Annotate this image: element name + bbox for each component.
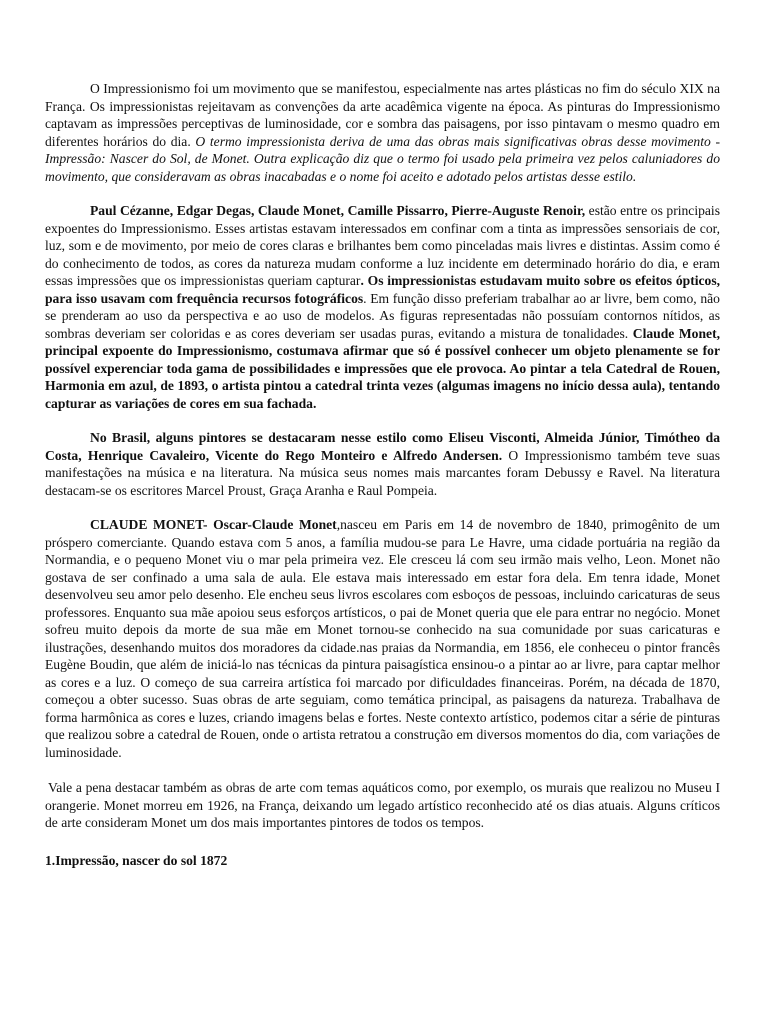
paragraph-brasil <box>45 429 720 499</box>
monet-bio-text: ,nasceu em Paris em 14 de novembro de 1840, primogênito de um próspero comerciante. Quando estava com 5 anos, a família mudou-se para Le Havre, uma cidade portuária na região da Normandia, e o pequeno Monet viu o mar pela primeira vez. Ele cresceu lá com seu irmão mais velho, Leon. Monet não gostava de ser confinado a uma sala de aula. Ele estava mais interessado em estar fora dela. Em tenra idade, Monet desenvolveu seu amor pelo desenho. Ele encheu seus livros escolares com esboços de pessoas, incluindo caricaturas de seus professores. Enquanto sua mãe apoiou seus esforços artísticos, o pai de Monet queria que ele para entrar no negócio. Monet sofreu muito depois da morte de sua mãe em Monet tornou-se conhecido na sua comunidade por suas caricaturas e ilustrações, desenhando muitos dos moradores da cidade.nas praias da Normandia, em 1856, ele conheceu o pintor francês Eugène Boudin, que além de iniciá-lo nas técnicas da pintura paisagística ensinou-o a pintar ao ar livre, para captar melhor as cores e a luz. O começo de sua carreira artística foi marcado por dificuldades financeiras. Porém, na década de 1870, começou a obter sucesso. Suas obras de arte seguiam, como temática principal, as paisagens da natureza. Trabalhava de forma harmônica as cores e luzes, criando imagens belas e fortes. Neste contexto artístico, podemos citar a série de pinturas que realizou sobre a catedral de Rouen, onde o artista retratou a construção em diversos momentos do dia, com variações de luminosidade. <box>45 517 721 760</box>
legacy-text: Vale a pena destacar também as obras de arte com temas aquáticos como, por exemplo, os murais que realizou no Museu I orangerie. Monet morreu em 1926, na França, deixando um legado artístico reconhecido até os dias atuais. Alguns críticos de arte consideram Monet um dos mais importantes pintores de todos os tempos. <box>45 780 720 830</box>
artists-bold-text: Paul Cézanne, Edgar Degas, Claude Monet, Camille Pissarro, Pierre-Auguste Renoir, <box>90 203 586 218</box>
paragraph-intro <box>45 80 720 185</box>
paragraph-monet-bio <box>45 516 720 761</box>
paragraph-legacy <box>45 779 720 832</box>
brasil-text: O Impressionismo também teve suas manifestações na música e na literatura. Na música seus nomes mais marcantes foram Debussy e Ravel. Na literatura destacam-se os escritores Marcel Proust, Graça Aranha e Raul Pompeia. <box>45 447 721 498</box>
artists-bold-optics: Os impressionistas estudavam muito sobre os efeitos ópticos, para isso usavam com frequência recursos fotográficos <box>45 273 721 306</box>
intro-italic-text: O termo impressionista deriva de uma das obras mais significativas obras desse movimento - Impressão: Nascer do Sol, de Monet. Outra explicação diz que o termo foi usado pela primeira vez pelos caluniadores do movimento, que consideravam as obras inacabadas e o nome foi aceito e adotado pelos artistas desse estilo. <box>45 133 720 184</box>
paragraph-artists <box>45 202 720 412</box>
artists-text-1: estão entre os principais expoentes do Impressionismo. Esses artistas estavam interessados em confinar com a tinta as impressões sensoriais de cor, luz, som e de movimento, por meio de cores claras e brilhantes bem como pinceladas mais livres e distintas. Assim como é do conhecimento de todos, as cores da natureza mudam conforme a luz incidente em determinado horário do dia, e eram essas impressões que os impressionistas queriam capturar <box>45 203 720 288</box>
monet-bio-bold-text: CLAUDE MONET- Oscar-Claude Monet <box>90 517 337 532</box>
section-heading: 1.Impressão, nascer do sol 1872 <box>45 852 228 868</box>
artists-dot: . <box>360 273 368 288</box>
brasil-bold-text: No Brasil, alguns pintores se destacaram nesse estilo como Eliseu Visconti, Almeida Júnior, Timótheo da Costa, Henrique Cavaleiro, Vicente do Rego Monteiro e Alfredo Andersen. <box>45 430 720 463</box>
intro-text: O Impressionismo foi um movimento que se manifestou, especialmente nas artes plásticas no fim do século XIX na França. Os impressionistas rejeitavam as convenções da arte acadêmica vigente na época. As pinturas do Impressionismo captavam as impressões perceptivas de luminosidade, cor e sombra das paisagens, por isso pintavam o mesmo quadro em diferentes horários do dia. <box>45 81 720 149</box>
artists-bold-monet: Claude Monet, principal expoente do Impressionismo, costumava afirmar que só é possível conhecer um objeto plenamente se for possível experenciar toda gama de possibilidades e impressões que ele provoca. Ao pintar a tela Catedral de Rouen, Harmonia em azul, de 1893, o artista pintou a catedral trinta vezes (algumas imagens no início dessa aula), tentando capturar as variações de cores em sua fachada. <box>45 325 720 411</box>
artists-text-2: . Em função disso preferiam trabalhar ao ar livre, bem como, não se prenderam ao uso da perspectiva e ao uso de modelos. As figuras representadas não possuíam contornos nítidos, as sombras deveriam ser coloridas e as cores deveriam ser usadas puras, evitando a mistura de tonalidades. <box>45 290 720 341</box>
